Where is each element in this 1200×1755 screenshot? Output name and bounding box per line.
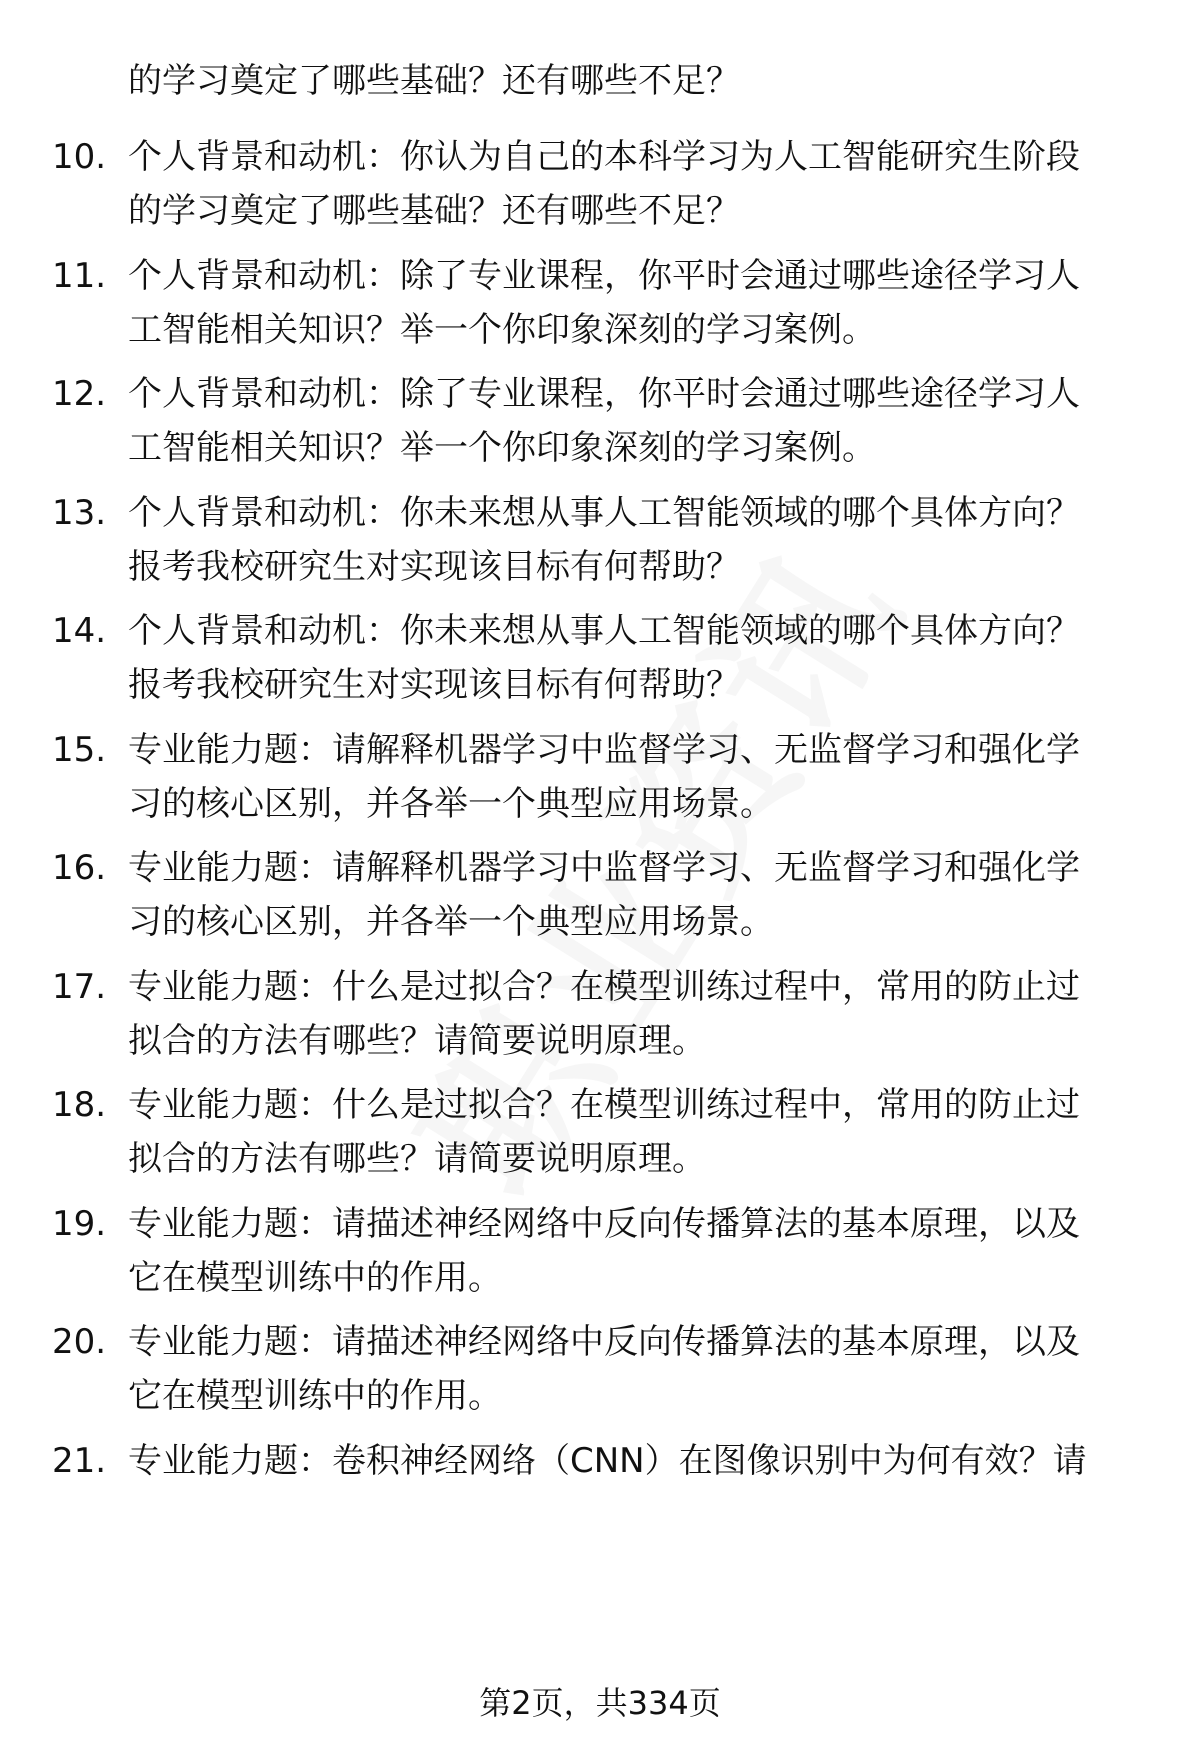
question-text-line1: 专业能力题：请描述神经网络中反向传播算法的基本原理，以及	[128, 1322, 1080, 1362]
question-number: 16.	[52, 848, 107, 888]
question-number: 13.	[52, 493, 107, 533]
question-text-line2: 它在模型训练中的作用。	[128, 1376, 502, 1416]
question-number: 20.	[52, 1322, 107, 1362]
question-text-line1: 专业能力题：什么是过拟合？在模型训练过程中，常用的防止过	[128, 967, 1080, 1007]
question-text-line2: 的学习奠定了哪些基础？还有哪些不足？	[128, 191, 740, 231]
question-text-line1: 专业能力题：请解释机器学习中监督学习、无监督学习和强化学	[128, 848, 1080, 888]
question-number: 14.	[52, 611, 107, 651]
question-number: 11.	[52, 256, 107, 296]
question-text-line2: 习的核心区别，并各举一个典型应用场景。	[128, 784, 774, 824]
question-text-line1: 个人背景和动机：你未来想从事人工智能领域的哪个具体方向？	[128, 611, 1080, 651]
question-number: 17.	[52, 967, 107, 1007]
question-text-line2: 工智能相关知识？举一个你印象深刻的学习案例。	[128, 310, 876, 350]
question-number: 18.	[52, 1085, 107, 1125]
question-text-line1: 专业能力题：请解释机器学习中监督学习、无监督学习和强化学	[128, 730, 1080, 770]
question-text-line2: 拟合的方法有哪些？请简要说明原理。	[128, 1139, 706, 1179]
question-text-line2: 习的核心区别，并各举一个典型应用场景。	[128, 902, 774, 942]
question-text-line2: 它在模型训练中的作用。	[128, 1258, 502, 1298]
page-footer: 第2页，共334页	[479, 1684, 721, 1722]
question-number: 10.	[52, 137, 107, 177]
question-text-line2: 工智能相关知识？举一个你印象深刻的学习案例。	[128, 428, 876, 468]
question-number: 12.	[52, 374, 107, 414]
question-text-line1: 专业能力题：什么是过拟合？在模型训练过程中，常用的防止过	[128, 1085, 1080, 1125]
question-text-line1: 个人背景和动机：除了专业课程，你平时会通过哪些途径学习人	[128, 374, 1080, 414]
question-number: 15.	[52, 730, 107, 770]
question-text-line2: 拟合的方法有哪些？请简要说明原理。	[128, 1021, 706, 1061]
question-number: 21.	[52, 1441, 107, 1481]
question-text-line1: 个人背景和动机：你认为自己的本科学习为人工智能研究生阶段	[128, 137, 1080, 177]
question-text-line1: 专业能力题：请描述神经网络中反向传播算法的基本原理，以及	[128, 1204, 1080, 1244]
question-number: 19.	[52, 1204, 107, 1244]
question-text-line2: 报考我校研究生对实现该目标有何帮助？	[128, 665, 740, 705]
question-text-line1: 个人背景和动机：除了专业课程，你平时会通过哪些途径学习人	[128, 256, 1080, 296]
question-text-line2: 报考我校研究生对实现该目标有何帮助？	[128, 547, 740, 587]
question-text-line1: 个人背景和动机：你未来想从事人工智能领域的哪个具体方向？	[128, 493, 1080, 533]
continued-text: 的学习奠定了哪些基础？还有哪些不足？	[128, 61, 740, 101]
question-text-line1: 专业能力题：卷积神经网络（CNN）在图像识别中为何有效？请	[128, 1441, 1087, 1481]
